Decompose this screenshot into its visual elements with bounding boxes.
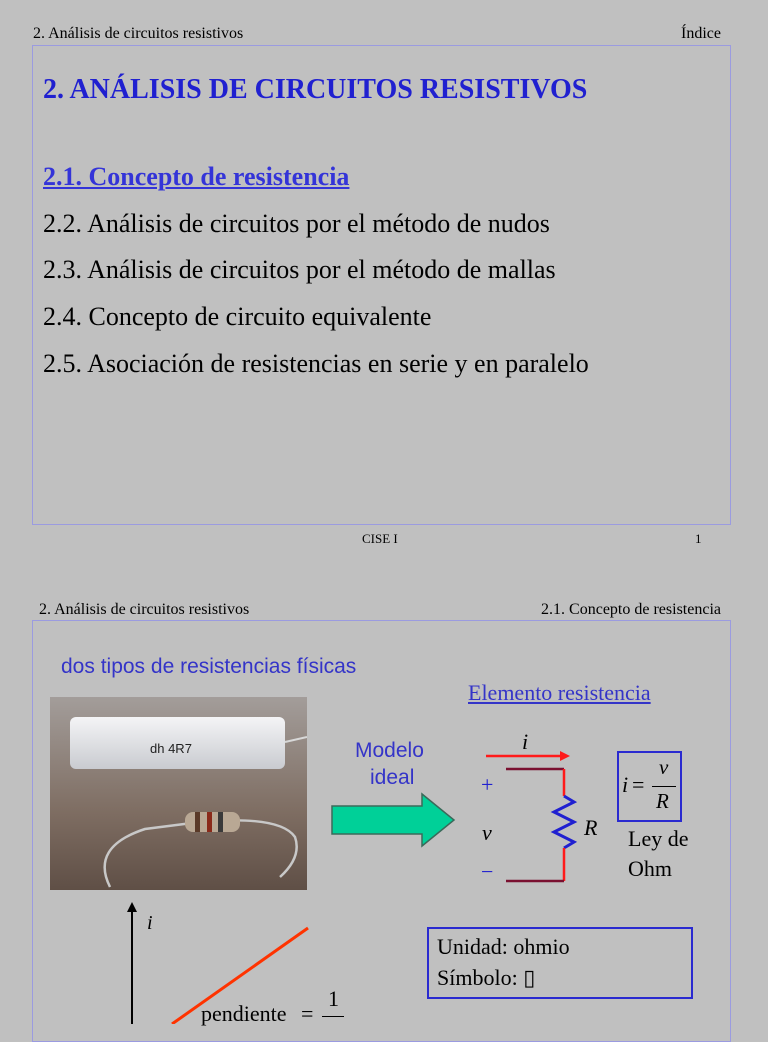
slide1-header-right: Índice — [681, 25, 721, 42]
formula-i: i — [622, 772, 629, 797]
resistor-photo — [50, 697, 307, 890]
photo-resistor-marking: dh 4R7 — [150, 741, 192, 756]
toc-item-2-2: 2.2. Análisis de circuitos por el método de nudos — [43, 209, 550, 238]
unit-box — [427, 927, 693, 999]
slide1-header-left: 2. Análisis de circuitos resistivos — [33, 25, 244, 42]
graph-axis-i: i — [147, 912, 153, 934]
slide1-title: 2. ANÁLISIS DE CIRCUITOS RESISTIVOS — [43, 74, 588, 105]
formula-denominator: R — [656, 789, 669, 813]
voltage-label: v — [482, 820, 492, 845]
symbol-glyph: ▯ — [523, 965, 536, 990]
formula-fraction-bar — [652, 786, 676, 787]
slide1-frame — [32, 45, 731, 525]
toc-item-2-1[interactable]: 2.1. Concepto de resistencia — [43, 162, 350, 191]
slope-fraction-bar — [322, 1016, 344, 1017]
slide1-footer: CISE I — [362, 531, 398, 546]
resistor-photo-image — [50, 697, 307, 890]
slope-label: pendiente — [201, 1001, 287, 1026]
slope-numerator: 1 — [328, 986, 339, 1011]
slope-equals: = — [301, 1001, 314, 1026]
current-label: i — [522, 729, 529, 754]
symbol-label: Símbolo: — [437, 965, 524, 990]
types-text: dos tipos de resistencias físicas — [61, 655, 357, 678]
unit-line: Unidad: ohmio — [437, 934, 570, 959]
toc-item-2-3: 2.3. Análisis de circuitos por el método de mallas — [43, 255, 556, 284]
resistance-label: R — [584, 815, 598, 840]
model-label-line2: ideal — [370, 766, 415, 789]
plus-sign: + — [481, 772, 494, 797]
element-title-link[interactable]: Elemento resistencia — [468, 680, 651, 705]
law-label-line1: Ley de — [628, 826, 689, 851]
slide1-page-number: 1 — [695, 531, 702, 546]
model-arrow-icon — [330, 792, 458, 848]
minus-sign: − — [481, 859, 494, 884]
formula-equals: = — [632, 772, 645, 797]
formula-numerator: v — [659, 755, 669, 779]
model-label-line1: Modelo — [355, 739, 424, 762]
ohm-law-formula — [617, 751, 682, 822]
toc-item-2-5: 2.5. Asociación de resistencias en serie y en paralelo — [43, 349, 589, 378]
symbol-line — [437, 965, 535, 991]
toc-item-2-4: 2.4. Concepto de circuito equivalente — [43, 302, 432, 331]
law-label-line2: Ohm — [628, 856, 672, 881]
slide2-header-right: 2.1. Concepto de resistencia — [541, 601, 721, 618]
slide2-header-left: 2. Análisis de circuitos resistivos — [39, 601, 250, 618]
